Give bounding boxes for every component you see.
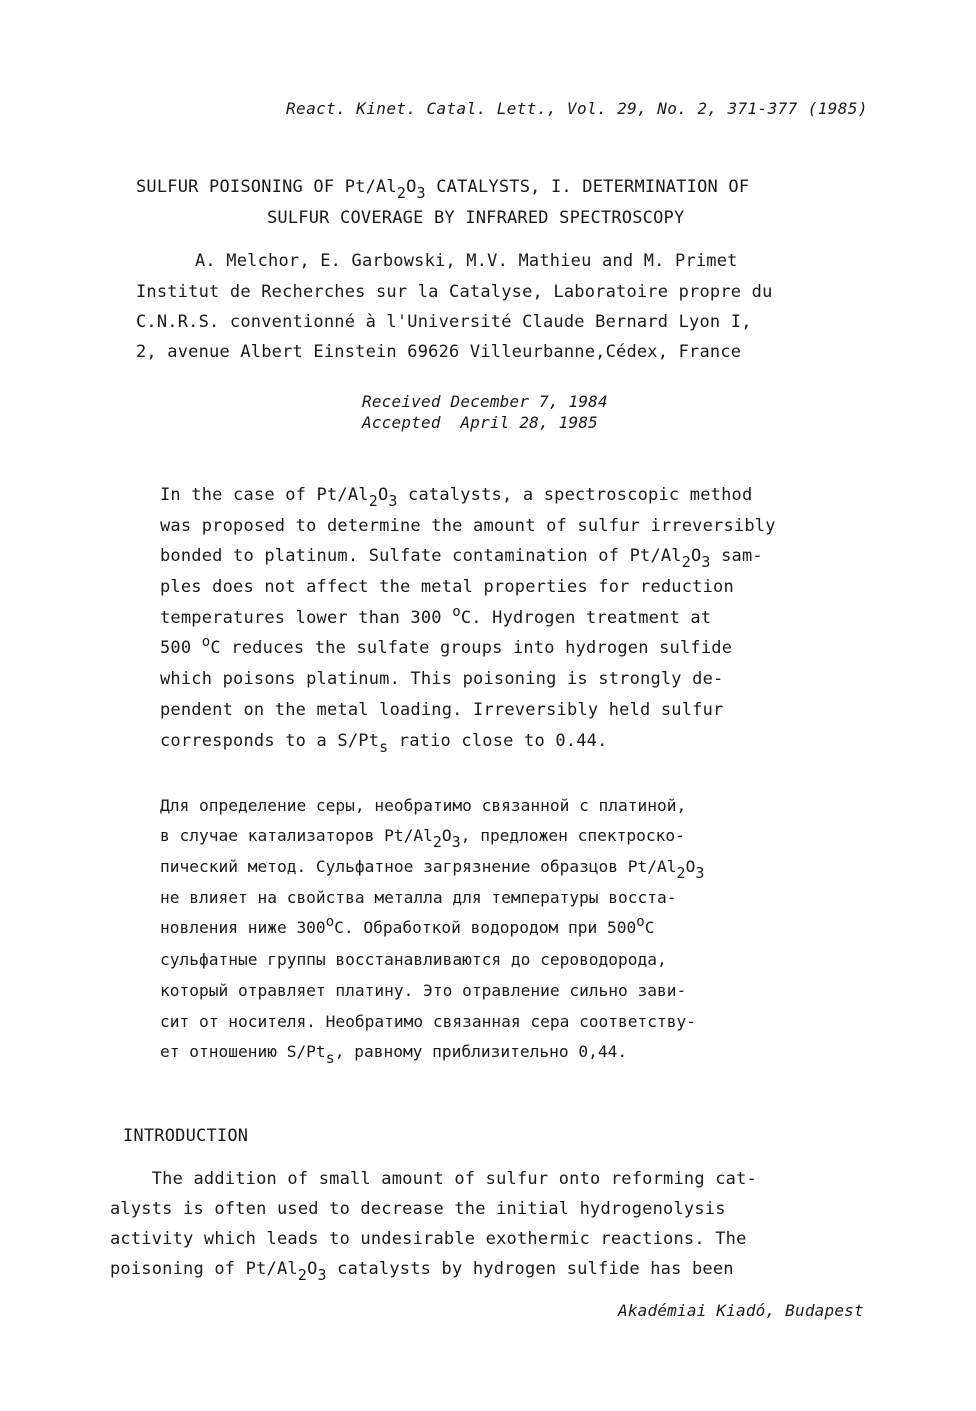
abstract-en-line: corresponds to a $S/Pt_s$ ratio close to 0.44.: [160, 731, 608, 756]
abstract-ru-line: не влияет на свойства металла для температуры восста-: [160, 888, 677, 907]
abstract-en-line: In the case of $Pt/Al_2O_3$ catalysts, a spectroscopic method: [160, 485, 753, 510]
accepted-date: Accepted April 28, 1985: [362, 413, 598, 432]
affiliation-line-3: 2, avenue Albert Einstein 69626 Villeurbanne,Cédex, France: [136, 342, 742, 362]
abstract-ru-line: сит от носителя. Необратимо связанная сера соответству-: [160, 1012, 697, 1031]
abstract-ru-line: Для определение серы, необратимо связанной с платиной,: [160, 796, 687, 815]
affiliation-line-1: Institut de Recherches sur la Catalyse, Laboratoire propre du: [136, 282, 773, 302]
abstract-ru-line: сульфатные группы восстанавливаются до сероводорода,: [160, 950, 667, 969]
paper-title-line-1: SULFUR POISONING OF $Pt/Al_2O_3$ CATALYSTS, I. DETERMINATION OF: [136, 177, 750, 202]
publisher-footer: Akadémiai Kiadó, Budapest: [618, 1301, 864, 1320]
section-heading-introduction: INTRODUCTION: [123, 1126, 249, 1146]
intro-line: The addition of small amount of sulfur onto reforming cat-: [110, 1169, 757, 1189]
abstract-ru-line: который отравляет платину. Это отравление сильно зави-: [160, 981, 687, 1000]
journal-citation: React. Kinet. Catal. Lett., Vol. 29, No. 2, 371-377 (1985): [286, 99, 868, 118]
abstract-ru-line: пический метод. Сульфатное загрязнение образцов $Pt/Al_2O_3$: [160, 857, 705, 882]
abstract-en-line: bonded to platinum. Sulfate contamination of $Pt/Al_2O_3$ sam-: [160, 546, 763, 571]
author-list: A. Melchor, E. Garbowski, M.V. Mathieu and M. Primet: [195, 251, 738, 271]
intro-line: activity which leads to undesirable exothermic reactions. The: [110, 1229, 747, 1249]
intro-line: alysts is often used to decrease the initial hydrogenolysis: [110, 1199, 726, 1219]
abstract-en-line: ples does not affect the metal properties for reduction: [160, 577, 734, 597]
abstract-ru-line: ет отношению $S/Pt_s$, равному приблизительно 0,44.: [160, 1042, 628, 1067]
abstract-ru-line: новления ниже 300$^o$С. Обработкой водородом при 500$^o$С: [160, 914, 655, 937]
abstract-en-line: temperatures lower than 300 $^o$C. Hydrogen treatment at: [160, 604, 712, 628]
abstract-ru-line: в случае катализаторов $Pt/Al_2O_3$, предложен спектроско-: [160, 826, 685, 851]
intro-line: poisoning of $Pt/Al_2O_3$ catalysts by hydrogen sulfide has been: [110, 1259, 734, 1284]
abstract-en-line: pendent on the metal loading. Irreversibly held sulfur: [160, 700, 724, 720]
abstract-en-line: 500 $^o$C reduces the sulfate groups into hydrogen sulfide: [160, 634, 733, 658]
paper-title-line-2: SULFUR COVERAGE BY INFRARED SPECTROSCOPY: [267, 208, 685, 228]
received-date: Received December 7, 1984: [362, 392, 608, 411]
affiliation-line-2: C.N.R.S. conventionné à l'Université Claude Bernard Lyon I,: [136, 312, 752, 332]
abstract-en-line: which poisons platinum. This poisoning is strongly de-: [160, 669, 724, 689]
abstract-en-line: was proposed to determine the amount of sulfur irreversibly: [160, 516, 776, 536]
